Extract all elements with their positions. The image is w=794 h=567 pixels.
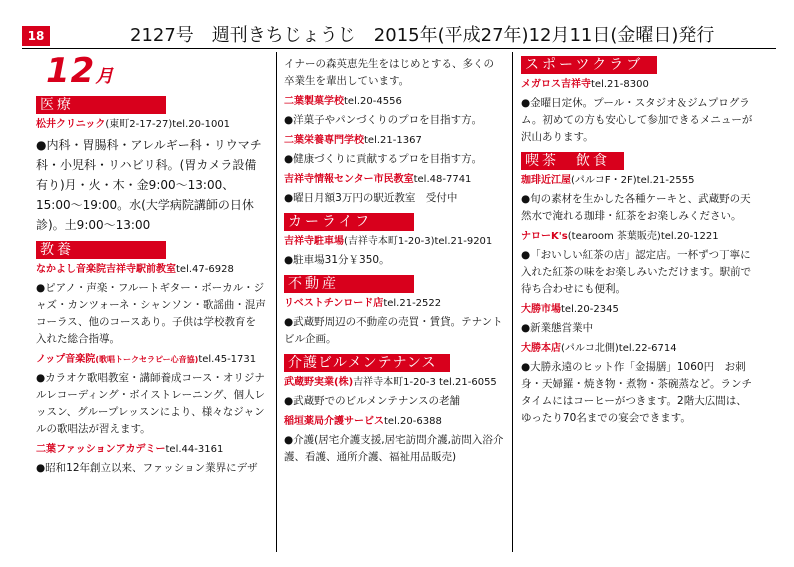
business-contact: (パルコ北側)tel.22-6714: [561, 343, 677, 354]
business-name: 吉祥寺情報センター市民教室: [284, 174, 414, 185]
issue-title: 2127号 週刊きちじょうじ 2015年(平成27年)12月11日(金曜日)発行: [130, 25, 715, 46]
business-contact: (tearoom 茶葉販売)tel.20-1221: [567, 231, 719, 242]
listing-ichiba: [521, 302, 756, 317]
listing-description: ●洋菓子やパンづくりのプロを目指す方。: [284, 114, 483, 126]
business-name: 二葉製菓学校: [284, 96, 344, 107]
listing-description: ●介護(居宅介護支援,居宅訪問介護,訪問入浴介護、看護、通所介護、福祉用品販売): [284, 434, 504, 463]
column-1: [36, 52, 266, 481]
listing-description: ●武蔵野周辺の不動産の売買・賃貸。テナントビル企画。: [284, 316, 503, 345]
business-contact: tel.45-1731: [198, 354, 257, 365]
business-contact: tel.47-6928: [176, 264, 234, 275]
business-name: 松井クリニック: [36, 119, 106, 130]
business-name: ナローK's: [521, 231, 568, 242]
category-medical: 医療: [36, 96, 166, 114]
listing-description: ●内科・胃腸科・アレルギー科・リウマチ科・小児科・リハビリ科。(胃カメラ設備有り)月・火・木・金9:00～13:00、15:00～19:00。水(大学病院講師の日休診)。土9:00～13:00: [36, 138, 262, 232]
category-real-estate: 不動産: [284, 275, 414, 293]
listing-matsui-clinic: [36, 117, 266, 132]
category-building-care: 介護ビルメンテナンス: [284, 354, 450, 372]
listing-description: ●新業態営業中: [521, 322, 594, 334]
listing-description: ●ピアノ・声楽・フルートギター・ボーカル・ジャズ・カンツォーネ・シャンソン・歌謡曲・混声コーラス、他のコースあり。子供は学校教育を入れた総合指導。: [36, 282, 266, 345]
listing-description: ●昭和12年創立以来、ファッション業界にデザ: [36, 462, 258, 474]
business-contact: tel.20-2345: [561, 304, 619, 315]
listing-description: ●健康づくりに貢献するプロを目指す方。: [284, 153, 483, 165]
listing-megalos: [521, 77, 756, 92]
column-divider: [276, 52, 277, 552]
listing-parking: [284, 234, 504, 249]
business-contact: tel.20-6388: [384, 416, 442, 427]
listing-tearoom: [521, 229, 756, 244]
business-name: 二葉栄養専門学校: [284, 135, 364, 146]
business-contact: tel.44-3161: [165, 444, 224, 455]
listing-livest: [284, 296, 504, 311]
category-sports-club: スポーツクラブ: [521, 56, 657, 74]
business-contact: tel.21-2522: [383, 298, 442, 309]
business-name: リベストチンロード店: [284, 298, 384, 309]
listing-description: ●曜日月額3万円の駅近教室 受付中: [284, 192, 458, 204]
listing-nakayoshi: [36, 262, 266, 277]
business-contact: (パルコF・2F)tel.21-2555: [571, 175, 695, 186]
month-heading: 12月: [46, 51, 115, 91]
listing-inagaki: [284, 414, 504, 429]
business-name: メガロス吉祥寺: [521, 79, 591, 90]
business-contact: tel.20-4556: [344, 96, 402, 107]
business-name: なかよし音楽院吉祥寺駅前教室: [36, 264, 176, 275]
business-name: 吉祥寺駐車場: [284, 236, 344, 247]
listing-description: ●大勝永遠のヒット作「金揚膳」1060円 お刺身・天婦羅・焼き物・煮物・茶碗蒸など。ランチタイムにはコーヒーがつきます。2階大広間は、ゆったり70名までの宴会できます。: [521, 361, 752, 424]
business-subtitle: (歌唱トークセラピー心音協): [95, 355, 199, 364]
business-name: 武蔵野実業(株): [284, 377, 354, 388]
business-contact: (吉祥寺本町1-20-3)tel.21-9201: [344, 236, 493, 247]
listing-kinkodo: [521, 173, 756, 188]
business-contact: 吉祥寺本町1-20-3 tel.21-6055: [353, 377, 497, 388]
column-2: [284, 52, 504, 470]
listing-nijo-fashion: [36, 442, 266, 457]
listing-joho: [284, 172, 504, 187]
category-education: 教養: [36, 241, 166, 259]
business-contact: tel.21-1367: [364, 135, 422, 146]
listing-description: ●駐車場31分￥350。: [284, 254, 390, 266]
listing-description: ●金曜日定休。プール・スタジオ＆ジムプログラム。初めての方も安心して参加できるメニューが沢山あります。: [521, 97, 753, 143]
business-name: ノップ音楽院: [36, 354, 96, 365]
business-contact: tel.48-7741: [413, 174, 472, 185]
listing-eiyo: [284, 133, 504, 148]
business-name: 二葉ファッションアカデミー: [36, 444, 166, 455]
listing-description: ●武蔵野でのビルメンテナンスの老舗: [284, 395, 461, 407]
business-name: 大勝市場: [521, 304, 561, 315]
listing-honten: [521, 341, 756, 356]
listing-musashino: [284, 375, 504, 390]
listing-description: ●旬の素材を生かした各種ケーキと、武蔵野の天然水で淹れる珈琲・紅茶をお楽しみください。: [521, 193, 751, 222]
header-rule: [22, 48, 776, 49]
page-number: 18: [22, 26, 50, 46]
business-contact: tel.21-8300: [591, 79, 649, 90]
column-3: [521, 52, 756, 431]
listing-seika: [284, 94, 504, 109]
category-car-life: カーライフ: [284, 213, 414, 231]
column-divider: [512, 52, 513, 552]
listing-nop: [36, 352, 266, 367]
listing-description: ●「おいしい紅茶の店」認定店。一杯ずつ丁寧に入れた紅茶の味をお楽しみいただけます。駅前で待ち合わせにも便利。: [521, 249, 752, 295]
continued-text: イナーの森英恵先生をはじめとする、多くの卒業生を輩出しています。: [284, 58, 494, 87]
business-name: 珈琲近江屋: [521, 175, 571, 186]
business-name: 大勝本店: [521, 343, 561, 354]
business-contact: (東町2-17-27)tel.20-1001: [105, 119, 231, 130]
category-cafe-dining: 喫茶 飲食: [521, 152, 624, 170]
listing-description: ●カラオケ歌唱教室・講師養成コース・オリジナルレコーディング・ボイストレーニング、個人レッスン、グループレッスンにより、様々なジャンルの歌唱法が習えます。: [36, 372, 265, 435]
business-name: 稲垣薬局介護サービス: [284, 416, 384, 427]
